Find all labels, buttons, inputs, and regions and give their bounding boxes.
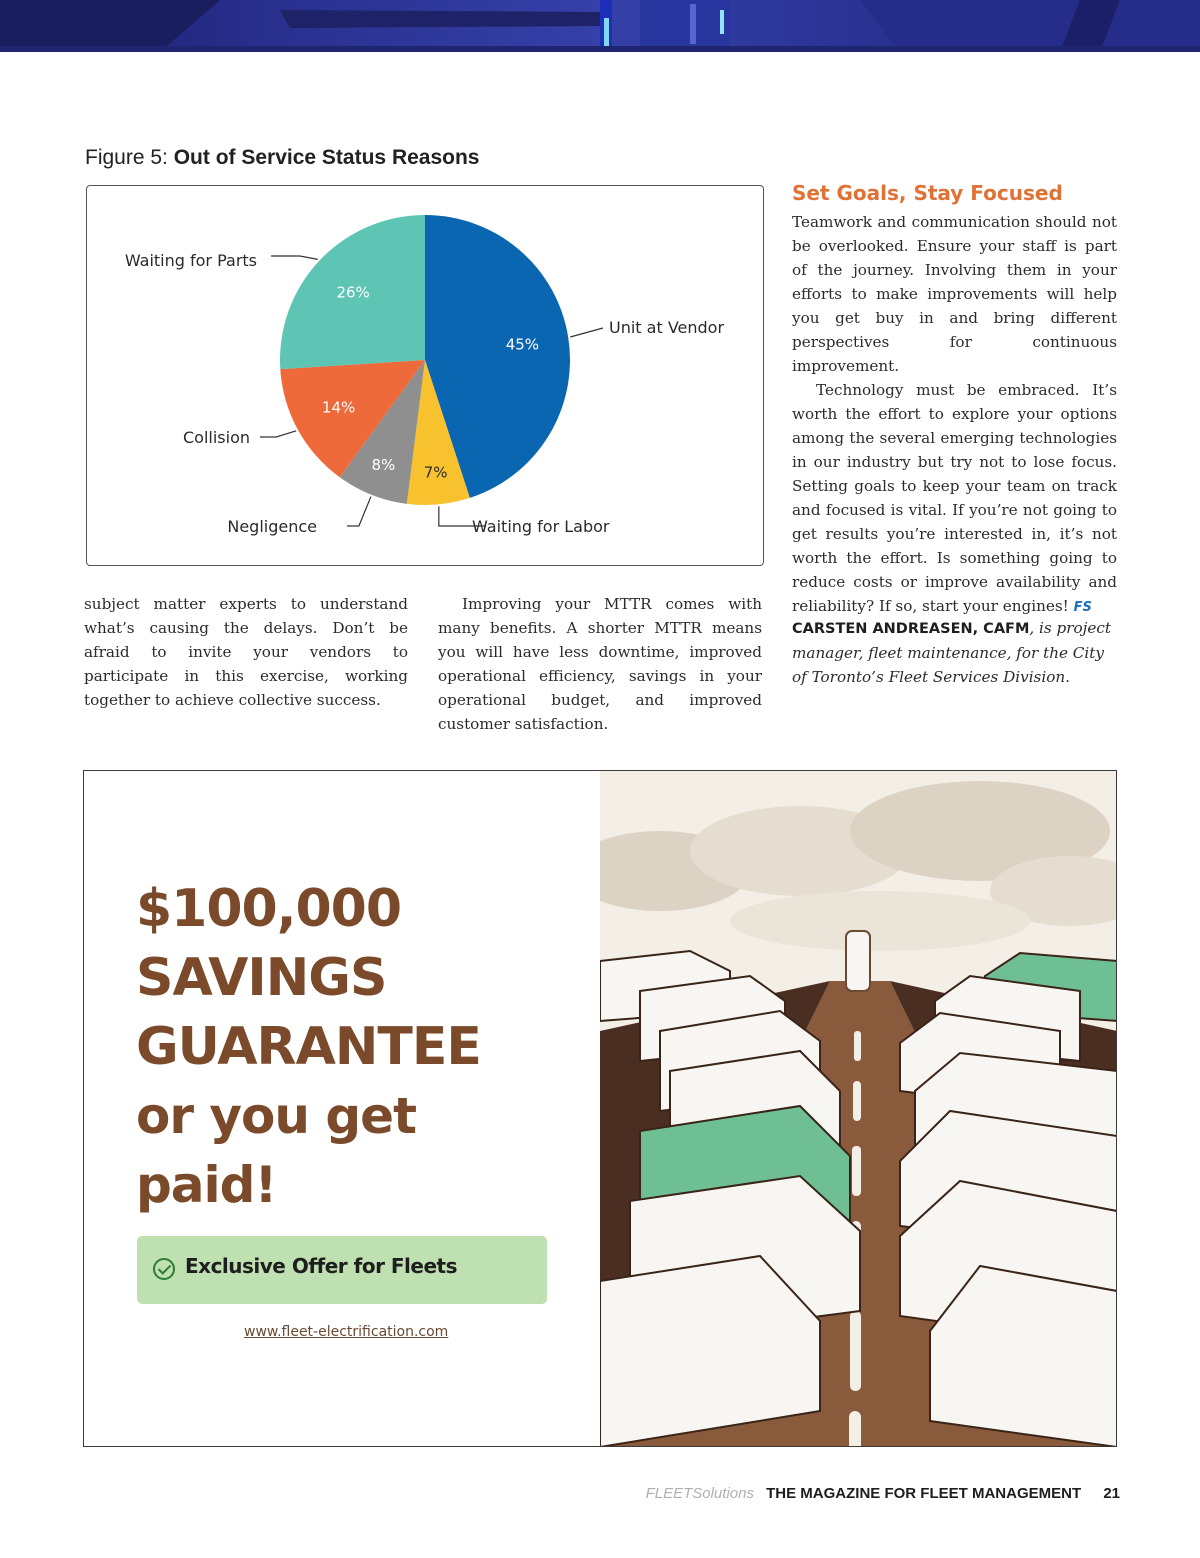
pie-chart (87, 186, 765, 567)
pie-callout-line (347, 497, 371, 526)
column-3 (792, 210, 1117, 620)
pie-category-label: Unit at Vendor (609, 318, 725, 337)
column-3-paragraph-1: Teamwork and communication should not be overlooked. Ensure your staff is part of the journey. Involving them in your efforts to make improvements will help you get buy in and bring different perspectives for continuous improvement. (792, 213, 1117, 375)
column-1 (84, 592, 408, 712)
end-mark-icon: FS (1073, 600, 1092, 615)
section-heading: Set Goals, Stay Focused (792, 181, 1063, 205)
top-banner-image (0, 0, 1200, 52)
column-2-paragraph: Improving your MTTR comes with many benefits. A shorter MTTR means you will have less downtime, improved operational efficiency, savings in your operational budget, and improved customer satisfaction. (438, 595, 762, 733)
offer-text: Exclusive Offer for Fleets (185, 1254, 458, 1278)
column-1-paragraph: subject matter experts to understand what’s causing the delays. Don’t be afraid to invite your vendors to participate in this exercise, working together to achieve collective success. (84, 595, 408, 709)
ad-headline-line-3: GUARANTEE (136, 1017, 481, 1077)
ad-headline (136, 875, 481, 1220)
pie-value-label: 26% (336, 283, 370, 302)
offer-banner (137, 1236, 547, 1304)
parking-lot-illustration (600, 771, 1117, 1447)
figure-title-text: Out of Service Status Reasons (173, 146, 480, 169)
author-bio (792, 616, 1122, 689)
footer-brand: FLEETSolutions (645, 1485, 754, 1502)
pie-callout-line (570, 328, 603, 337)
column-3-paragraph-2 (792, 378, 1117, 620)
pie-chart-box (86, 185, 764, 566)
pie-value-label: 7% (423, 463, 448, 482)
column-2 (438, 592, 762, 736)
pie-category-label: Collision (182, 428, 250, 447)
pie-value-label: 14% (321, 398, 356, 417)
page-footer (646, 1485, 1120, 1502)
ad-headline-line-2: SAVINGS (136, 948, 387, 1008)
pie-category-label: Waiting for Labor (472, 517, 610, 536)
pie-callout-line (260, 431, 296, 437)
pie-value-label: 8% (371, 456, 396, 475)
ad-headline-line-1: $100,000 (136, 879, 402, 939)
ad-headline-line-5: paid! (136, 1156, 277, 1214)
ad-headline-line-4: or you get (136, 1087, 416, 1145)
check-circle-icon (153, 1258, 175, 1280)
pie-value-label: 45% (505, 335, 540, 354)
footer-tagline: THE MAGAZINE FOR FLEET MANAGEMENT (766, 1485, 1082, 1502)
pie-callout-line (271, 256, 318, 259)
column-3-paragraph-2-text: Technology must be embraced. It’s worth the effort to explore your options among the several emerging technologies in our industry but try not to lose focus. Setting goals to keep your team on track and focused is vital. If you’re not going to get results you’re interested in, it’s not worth the effort. Is something going to reduce costs or improve availability and reliability? If so, start your engines! (792, 381, 1117, 615)
pie-category-label: Waiting for Parts (124, 251, 257, 270)
figure-title (85, 146, 479, 170)
advertisement (83, 770, 1117, 1447)
author-name: CARSTEN ANDREASEN, CAFM (792, 621, 1030, 637)
author-bio-text: , is project manager, fleet maintenance, for the City of Toronto’s Fleet Services Division. (792, 619, 1111, 686)
page-number: 21 (1103, 1485, 1120, 1502)
ad-website-link[interactable]: www.fleet-electrification.com (244, 1324, 449, 1340)
pie-category-label: Negligence (227, 517, 317, 536)
figure-prefix: Figure 5: (85, 146, 174, 169)
